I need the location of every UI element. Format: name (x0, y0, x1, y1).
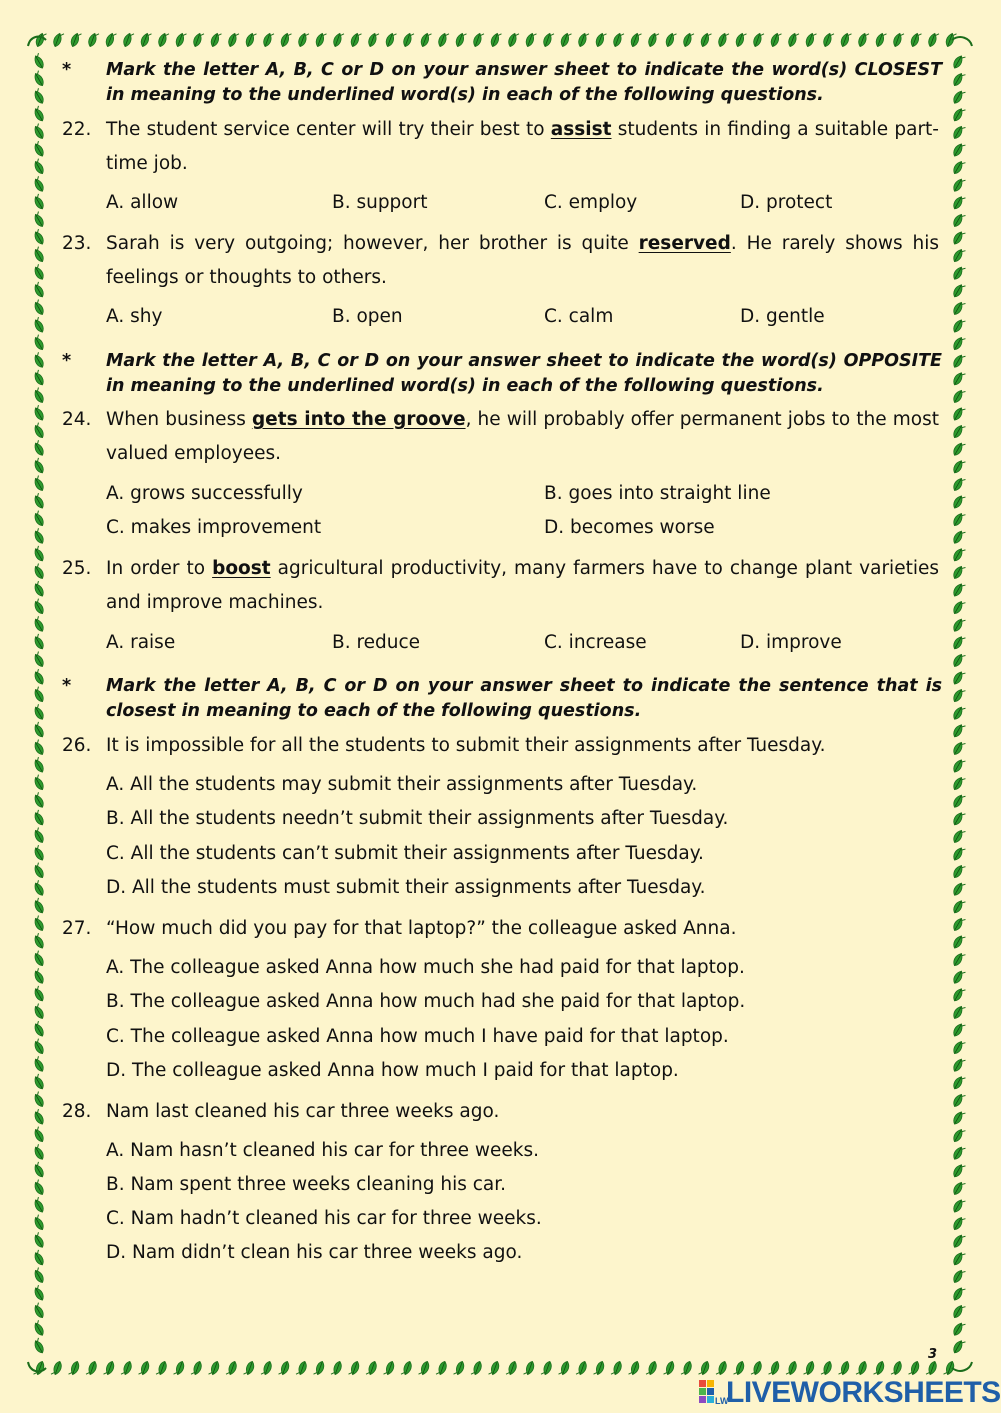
question-27 (62, 912, 942, 946)
option-d[interactable]: D. Nam didn’t clean his car three weeks ago. (106, 1242, 523, 1263)
option-d[interactable]: D. The colleague asked Anna how much I paid for that laptop. (106, 1060, 679, 1081)
question-number: 22. (62, 119, 92, 140)
option-a[interactable]: A. grows successfully (106, 483, 303, 504)
question-25-options (106, 626, 942, 660)
liveworksheets-logo[interactable] (698, 1374, 1001, 1412)
option-b[interactable]: B. Nam spent three weeks cleaning his car. (106, 1174, 507, 1195)
question-text: “How much did you pay for that laptop?” the colleague asked Anna. (106, 918, 737, 939)
question-24-options-row2 (106, 511, 942, 545)
question-text: The student service center will try their best to assist students in finding a suitable part-time job. (106, 119, 939, 174)
option-b[interactable]: B. reduce (332, 632, 421, 653)
liveworksheets-icon (698, 1378, 729, 1408)
option-d[interactable]: D. becomes worse (544, 517, 715, 538)
underlined-word: reserved (638, 233, 731, 254)
instruction-marker: * (62, 351, 72, 371)
question-22 (62, 113, 942, 181)
instruction-text: Mark the letter A, B, C or D on your answer sheet to indicate the sentence that is closest in meaning to each of the following questions. (106, 676, 942, 721)
question-text: It is impossible for all the students to submit their assignments after Tuesday. (106, 735, 826, 756)
option-b[interactable]: B. goes into straight line (544, 483, 771, 504)
question-23 (62, 227, 942, 295)
option-b[interactable]: B. open (332, 306, 403, 327)
question-26 (62, 729, 942, 763)
option-a[interactable]: A. shy (106, 306, 163, 327)
option-c[interactable]: C. Nam hadn’t cleaned his car for three weeks. (106, 1208, 542, 1229)
option-a[interactable]: A. raise (106, 632, 176, 653)
svg-text:LW: LW (715, 1396, 729, 1406)
option-c[interactable]: C. makes improvement (106, 517, 322, 538)
option-a[interactable]: A. Nam hasn’t cleaned his car for three weeks. (106, 1140, 540, 1161)
question-text: Sarah is very outgoing; however, her brother is quite reserved. He rarely shows his feelings or thoughts to others. (106, 233, 940, 288)
instruction-marker: * (62, 60, 72, 80)
option-d[interactable]: D. All the students must submit their assignments after Tuesday. (106, 877, 706, 898)
question-number: 25. (62, 558, 92, 579)
instruction-marker: * (62, 676, 72, 696)
option-c[interactable]: C. All the students can’t submit their assignments after Tuesday. (106, 843, 704, 864)
question-number: 24. (62, 409, 92, 430)
option-c[interactable]: C. The colleague asked Anna how much I have paid for that laptop. (106, 1026, 729, 1047)
instruction-closest (62, 58, 942, 108)
option-c[interactable]: C. increase (544, 632, 647, 653)
question-text: In order to boost agricultural productivity, many farmers have to change plant varieties and improve machines. (106, 558, 939, 613)
option-b[interactable]: B. All the students needn’t submit their assignments after Tuesday. (106, 808, 729, 829)
option-c[interactable]: C. employ (544, 192, 638, 213)
instruction-sentence (62, 674, 942, 724)
option-a[interactable]: A. allow (106, 192, 179, 213)
question-number: 26. (62, 735, 92, 756)
page-number: 3 (928, 1347, 938, 1362)
question-number: 28. (62, 1101, 92, 1122)
liveworksheets-wordmark: LIVEWORKSHEETS (726, 1376, 1001, 1409)
instruction-text: Mark the letter A, B, C or D on your answer sheet to indicate the word(s) CLOSEST in meaning to the underlined word(s) in each of the following questions. (106, 60, 942, 105)
question-25 (62, 552, 942, 620)
instruction-opposite (62, 349, 942, 399)
instruction-text: Mark the letter A, B, C or D on your answer sheet to indicate the word(s) OPPOSITE in meaning to the underlined word(s) in each of the following questions. (106, 351, 942, 396)
option-d[interactable]: D. gentle (740, 306, 825, 327)
question-28 (62, 1095, 942, 1129)
option-d[interactable]: D. protect (740, 192, 833, 213)
option-d[interactable]: D. improve (740, 632, 842, 653)
option-c[interactable]: C. calm (544, 306, 614, 327)
option-b[interactable]: B. support (332, 192, 428, 213)
question-24 (62, 403, 942, 471)
underlined-word: assist (550, 119, 612, 140)
underlined-phrase: gets into the groove (251, 409, 466, 430)
question-23-options (106, 300, 942, 334)
question-text: When business gets into the groove, he will probably offer permanent jobs to the most valued employees. (106, 409, 939, 464)
question-24-options-row1 (106, 477, 942, 511)
option-a[interactable]: A. The colleague asked Anna how much she had paid for that laptop. (106, 957, 745, 978)
option-a[interactable]: A. All the students may submit their assignments after Tuesday. (106, 774, 698, 795)
question-text: Nam last cleaned his car three weeks ago. (106, 1101, 500, 1122)
option-b[interactable]: B. The colleague asked Anna how much had she paid for that laptop. (106, 991, 746, 1012)
question-22-options (106, 186, 942, 220)
question-number: 23. (62, 233, 92, 254)
question-number: 27. (62, 918, 92, 939)
underlined-word: boost (212, 558, 271, 579)
